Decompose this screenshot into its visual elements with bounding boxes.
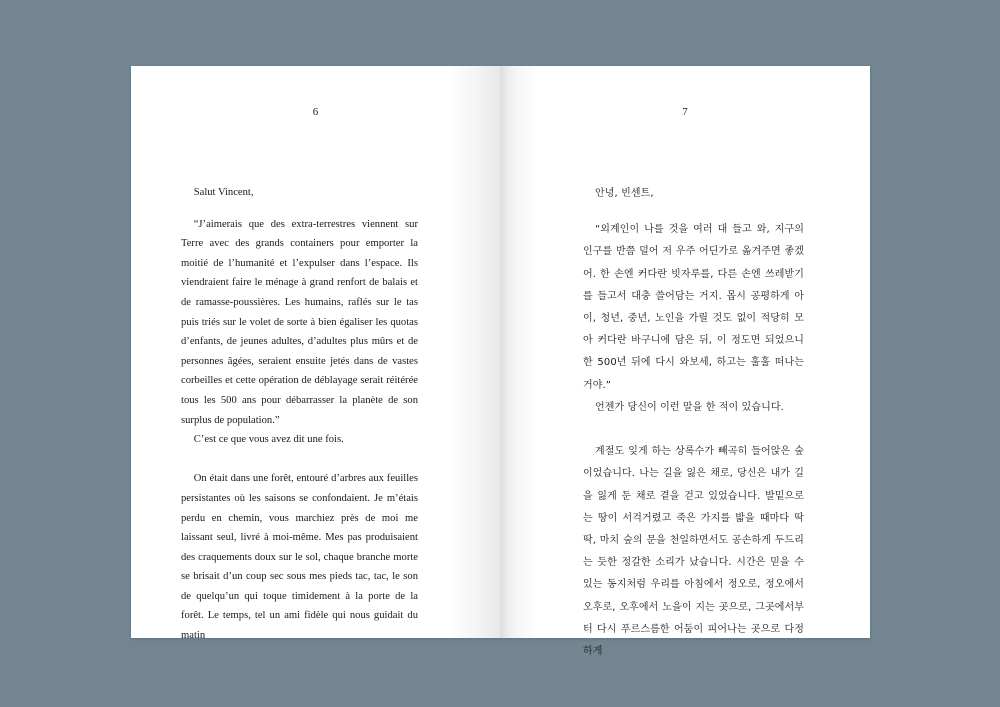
left-paragraph-quote: “J’aimerais que des extra-terrestres viennent sur Terre avec des grands containers pour emporter la moitié de l’humanité et l’expulser dans l’espace. Ils viendraient faire le ménage à grand renfort de balais et de ramasse-poussières. Les humains, raflés sur le tas puis triés sur le volet de sorte à bien égaliser les quotas d’enfants, de jeunes adultes, d’adultes plus mûrs et de personnes âgées, seraient ensuite jetés dans de vastes corbeilles et cette opération de déblayage serait réitérée tous les 500 ans pour débarrasser la planète de son surplus de population.” [181,218,418,426]
right-salutation: 안녕, 빈센트, [595,188,654,199]
right-paragraph-quote: “외계인이 나를 것을 여러 대 들고 와, 지구의 인구를 반쯤 덜어 저 우주 어딘가로 옮겨주면 좋겠어. 한 손엔 커다란 빗자루를, 다른 손엔 쓰레받기를 들고서 대충 쓸어담는 거지. 몹시 공평하게 아이, 청년, 중년, 노인을 가릴 것도 없이 적당히 모아 커다란 바구니에 담은 뒤, 이 정도면 되었으니 한 500년 뒤에 다시 와보세, 하고는 훌훌 떠나는 거야.” [583,224,804,391]
left-page-number: 6 [312,106,319,118]
left-salutation: Salut Vincent, [193,187,254,198]
right-page [500,66,870,658]
right-paragraph-remark: 언젠가 당신이 이런 말을 한 적이 있습니다. [595,401,784,413]
left-page [131,66,500,642]
book-spread [131,66,870,658]
left-paragraph-forest: On était dans une forêt, entouré d’arbres aux feuilles persistantes où les saisons se confondaient. Je m’étais perdu en chemin, vous marchiez près de moi me laissant seul, livré à moi-même. Mes pas produisaient des craquements doux sur le sol, chaque branche morte se brisait d’un coup sec sous mes pieds tac, tac, le son de quelqu’un qui toque timidement à la porte de la forêt. Le temps, tel un ami fidèle qui nous guidait du matin [181,473,418,642]
left-page-text [181,183,418,646]
right-page-number: 7 [682,106,688,118]
right-paragraph-forest: 계절도 잊게 하는 상록수가 빼곡히 들어앉은 숲이었습니다. 나는 길을 잃은 채로, 당신은 내가 길을 잃게 둔 채로 곁을 걷고 있었습니다. 발밑으로는 땅이 서걱거렸고 죽은 가지를 밟을 때마다 딱딱, 마치 숲의 문을 천일하면서도 공손하게 두드리는 듯한 정갈한 소리가 났습니다. 시간은 믿을 수 있는 동지처럼 우리를 아침에서 정오로, 정오에서 오후로, 오후에서 노을이 지는 곳으로, 그곳에서부터 다시 푸르스름한 어둠이 피어나는 곳으로 다정하게 [583,446,804,658]
right-page-text [583,183,804,663]
left-paragraph-remark: C’est ce que vous avez dit une fois. [193,434,344,446]
